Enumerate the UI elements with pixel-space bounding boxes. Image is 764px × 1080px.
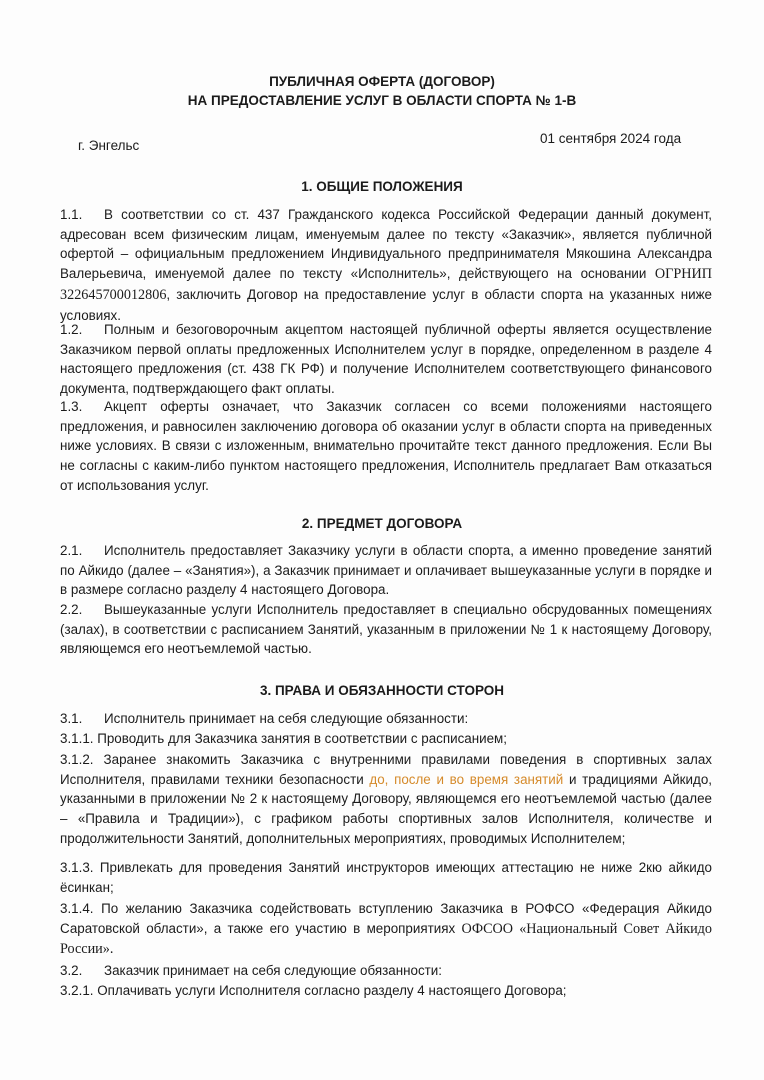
clause-text: 3.1.3. Привлекать для проведения Занятий инструкторов имеющих аттестацию не ниже 2кю айкидо ёсинкан; xyxy=(60,860,712,895)
clause-1-3 xyxy=(60,397,712,496)
clause-text: и традициями Айкидо, указанными в приложении № 2 к настоящему Договору, являющемся его неотъемлемой частью (далее – «Правила и Традиции»), с графиком работы спортивных залов Исполнителя, количестве и продолжительности Занятий, дополнительных мероприятиях, проводимых Исполнителем; xyxy=(60,771,713,846)
document-city: г. Энгельс xyxy=(78,138,140,153)
clause-text: Вышеуказанные услуги Исполнитель предоставляет в специально обсрудованных помещениях (залах), в соответствии с расписанием Занятий, указанным в приложении № 1 к настоящему Договору, являющемся его неотъемлемой частью. xyxy=(60,602,712,657)
clause-3-1 xyxy=(60,709,712,729)
section-2-heading: 2. ПРЕДМЕТ ДОГОВОРА xyxy=(301,516,463,531)
document-date: 01 сентября 2024 года xyxy=(540,131,682,146)
clause-text: 3.1.4. По желанию Заказчика содействовать вступлению Заказчика в РОФСО «Федерация Айкидо Саратовской области», а также его участию в мероприятиях xyxy=(60,901,712,936)
clause-2-2 xyxy=(60,600,712,659)
clause-text: Исполнитель принимает на себя следующие обязанности: xyxy=(104,711,469,726)
clause-3-1-2 xyxy=(60,750,712,849)
clause-text: , заключить Договор на предоставление услуг в области спорта на указанных ниже условиях. xyxy=(60,286,712,323)
clause-3-1-3 xyxy=(60,858,712,897)
organization-name: ОФСОО «Национальный Совет Айкидо России». xyxy=(60,920,712,958)
clause-number: 1.1. xyxy=(60,207,83,222)
ogrnip-number: ОГРНИП 322645700012806 xyxy=(60,266,712,303)
clause-3-1-4 xyxy=(60,899,712,960)
clause-2-1 xyxy=(60,541,712,600)
clause-1-2 xyxy=(60,320,712,399)
clause-3-2 xyxy=(60,961,712,981)
clause-number: 3.2. xyxy=(60,963,83,978)
clause-text: Заказчик принимает на себя следующие обязанности: xyxy=(104,963,442,978)
highlighted-text: до, после и во время занятий xyxy=(369,771,564,787)
clause-number: 1.3. xyxy=(60,399,83,414)
clause-text: 3.1.2. Заранее знакомить Заказчика с внутренними правилами поведения в спортивных залах Исполнителя, правилами техники безопасности xyxy=(60,752,712,787)
clause-3-1-1 xyxy=(60,729,712,749)
clause-number: 3.1. xyxy=(60,711,83,726)
clause-text: Исполнитель предоставляет Заказчику услуги в области спорта, а именно проведение занятий по Айкидо (далее – «Занятия»), а Заказчик принимает и оплачивает вышеуказанные услуги в порядке и в размере согласно разделу 4 настоящего Договора. xyxy=(60,543,712,598)
section-1-heading: 1. ОБЩИЕ ПОЛОЖЕНИЯ xyxy=(301,179,463,194)
clause-text: В соответствии со ст. 437 Гражданского кодекса Российской Федерации данный документ, адресован всем физическим лицам, именуемым далее по тексту «Заказчик», является публичной офертой – официальным предложением Индивидуального предпринимателя Мякошина Александра Валерьевича, именуемой далее по тексту «Исполнитель», действующего на основании xyxy=(60,207,712,282)
clause-number: 2.2. xyxy=(60,602,83,617)
clause-number: 2.1. xyxy=(60,543,83,558)
clause-1-1 xyxy=(60,205,712,325)
section-3-heading: 3. ПРАВА И ОБЯЗАННОСТИ СТОРОН xyxy=(259,683,505,698)
document-title-line2: НА ПРЕДОСТАВЛЕНИЕ УСЛУГ В ОБЛАСТИ СПОРТА № 1-В xyxy=(187,93,577,108)
clause-text: 3.1.1. Проводить для Заказчика занятия в соответствии с расписанием; xyxy=(60,731,507,746)
document-title-line1: ПУБЛИЧНАЯ ОФЕРТА (ДОГОВОР) xyxy=(269,74,495,89)
clause-number: 1.2. xyxy=(60,322,83,337)
clause-text: 3.2.1. Оплачивать услуги Исполнителя согласно разделу 4 настоящего Договора; xyxy=(60,983,567,998)
clause-text: Полным и безоговорочным акцептом настоящей публичной оферты является осуществление Заказчиком первой оплаты предложенных Исполнителем услуг в порядке, определенном в разделе 4 настоящего предложения (ст. 438 ГК РФ) и получение Исполнителем соответствующего финансового документа, подтверждающего факт оплаты. xyxy=(60,322,712,397)
clause-text: Акцепт оферты означает, что Заказчик согласен со всеми положениями настоящего предложения, и равносилен заключению договора об оказании услуг в области спорта на приведенных ниже условиях. В связи с изложенным, внимательно прочитайте текст данного предложения. Если Вы не согласны с каким-либо пунктом настоящего предложения, Исполнитель предлагает Вам отказаться от использования услуг. xyxy=(60,399,712,493)
clause-3-2-1 xyxy=(60,981,712,1001)
